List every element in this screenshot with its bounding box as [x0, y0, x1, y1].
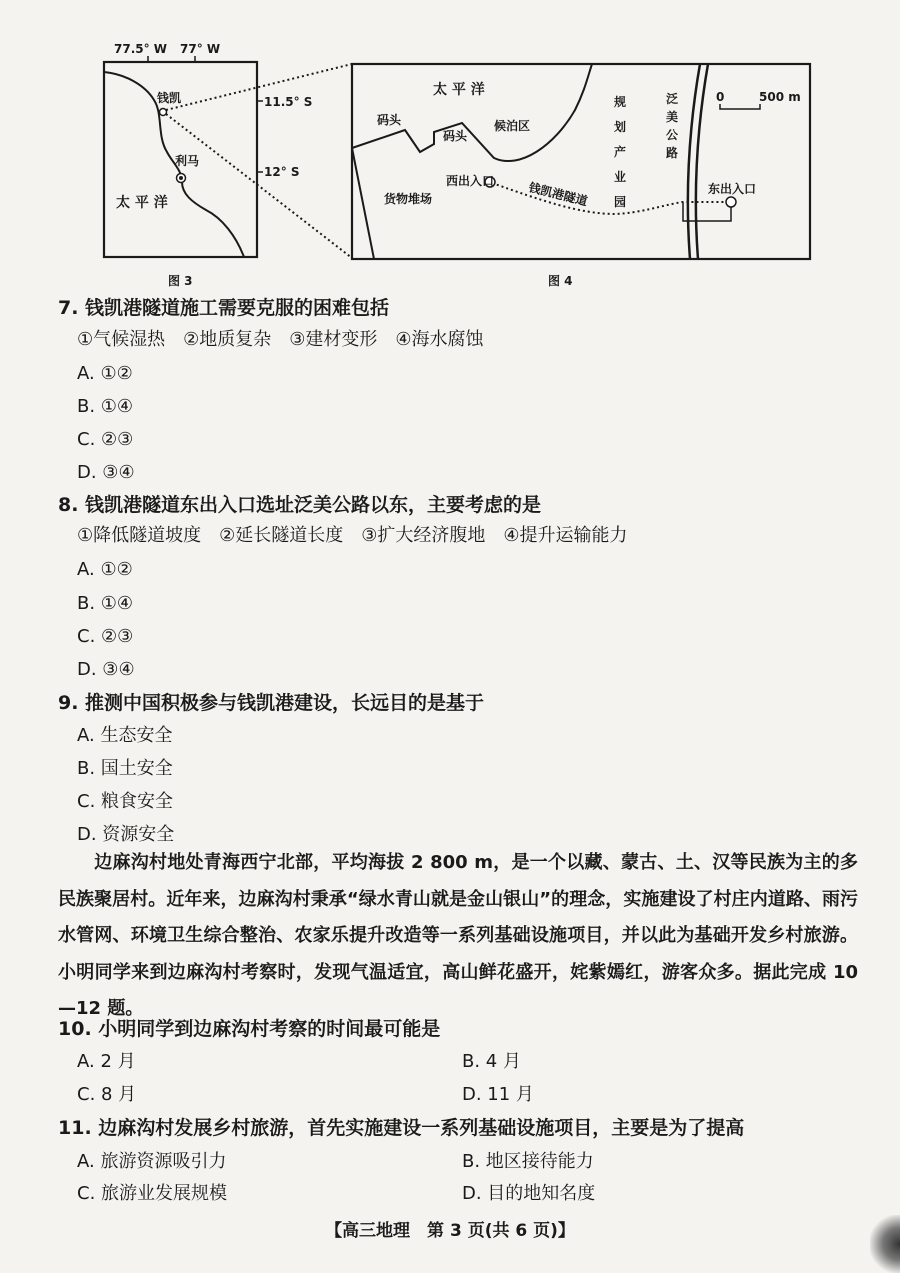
lon-label-2: 77° W [180, 42, 221, 56]
tunnel-label: 钱凯港隧道 [527, 180, 589, 209]
q10-option-b: B. 4 月 [462, 1051, 521, 1072]
lat-label-1: 11.5° S [264, 95, 313, 109]
maps-figure [0, 0, 900, 295]
east-entrance-label: 东出入口 [708, 182, 757, 196]
highway-char-4: 路 [666, 146, 679, 160]
east-entrance-loop [683, 202, 731, 221]
q7-option-b: B. ①④ [77, 396, 134, 417]
anchorage-label: 候泊区 [494, 119, 531, 133]
pier-label-1: 码头 [377, 113, 402, 127]
lima-marker-dot [179, 176, 183, 180]
figure-4-map [352, 64, 810, 288]
highway-char-1: 泛 [666, 92, 679, 106]
q9-option-d: D. 资源安全 [77, 824, 175, 845]
q7-items: ①气候湿热 ②地质复杂 ③建材变形 ④海水腐蚀 [77, 329, 484, 350]
city-lima: 利马 [175, 154, 200, 168]
industrial-park-char-4: 业 [614, 170, 627, 184]
q8-stem: 8. 钱凯港隧道东出入口选址泛美公路以东，主要考虑的是 [58, 494, 542, 516]
q9-option-a: A. 生态安全 [77, 725, 173, 746]
q8-option-b: B. ①④ [77, 593, 134, 614]
ocean-label-fig3: 太 平 洋 [116, 195, 168, 211]
q10-option-a: A. 2 月 [77, 1051, 136, 1072]
ocean-label-fig4: 太 平 洋 [433, 82, 485, 98]
lat-label-2: 12° S [264, 165, 300, 179]
passage-text: 边麻沟村地处青海西宁北部，平均海拔 2 800 m，是一个以藏、蒙古、土、汉等民族为主的多民族聚居村。近年来，边麻沟村秉承“绿水青山就是金山银山”的理念，实施建设了村庄内道路、雨污水管网、环境卫生综合整治、农家乐提升改造等一系列基础设施项目，并以此为基础开发乡村旅游。小明同学来到边麻沟村考察时，发现气温适宜，高山鲜花盛开，姹紫嫣红，游客众多。据此完成 10—12 题。 [58, 852, 858, 1019]
scale-zero: 0 [716, 90, 725, 104]
q7-option-c: C. ②③ [77, 429, 134, 450]
q7-option-a: A. ①② [77, 363, 133, 384]
q10-option-c: C. 8 月 [77, 1084, 137, 1105]
page-footer: 【高三地理 第 3 页(共 6 页)】 [325, 1221, 575, 1241]
pier-label-2: 码头 [443, 129, 468, 143]
q7-stem: 7. 钱凯港隧道施工需要克服的困难包括 [58, 297, 390, 319]
lon-label-1: 77.5° W [114, 42, 168, 56]
q8-items: ①降低隧道坡度 ②延长隧道长度 ③扩大经济腹地 ④提升运输能力 [77, 525, 628, 546]
west-entrance-label: 西出入口 [446, 174, 495, 188]
q11-option-c: C. 旅游业发展规模 [77, 1183, 228, 1204]
q11-option-a: A. 旅游资源吸引力 [77, 1151, 227, 1172]
figure-3-map [104, 42, 312, 288]
port-boundary [352, 148, 374, 259]
highway-line-2 [696, 64, 708, 259]
figure-4-frame [352, 64, 810, 259]
highway-char-2: 美 [666, 110, 679, 124]
q8-option-a: A. ①② [77, 559, 133, 580]
highway-char-3: 公 [666, 128, 679, 142]
qiankai-marker [160, 109, 167, 116]
zoom-connector-top [166, 64, 352, 110]
scale-bar [720, 104, 760, 109]
figure-4-caption: 图 4 [548, 274, 573, 288]
cargo-yard-label: 货物堆场 [384, 192, 433, 206]
industrial-park-char-2: 划 [614, 120, 627, 134]
city-qiankai: 钱凯 [157, 91, 182, 105]
scan-shadow [870, 1215, 900, 1273]
q11-stem: 11. 边麻沟村发展乡村旅游，首先实施建设一系列基础设施项目，主要是为了提高 [58, 1117, 745, 1139]
industrial-park-char-3: 产 [614, 145, 627, 159]
highway-line-1 [688, 64, 700, 259]
industrial-park-char-1: 规 [614, 95, 627, 109]
zoom-connector-bottom [166, 114, 352, 258]
q9-option-b: B. 国土安全 [77, 758, 173, 779]
reading-passage [58, 845, 858, 1028]
q8-option-c: C. ②③ [77, 626, 134, 647]
q11-option-b: B. 地区接待能力 [462, 1151, 594, 1172]
q9-option-c: C. 粮食安全 [77, 791, 174, 812]
q10-stem: 10. 小明同学到边麻沟村考察的时间最可能是 [58, 1018, 441, 1040]
industrial-park-char-5: 园 [614, 195, 627, 209]
q8-option-d: D. ③④ [77, 659, 135, 680]
east-entrance-marker [726, 197, 736, 207]
scale-label: 500 m [759, 90, 801, 104]
q9-stem: 9. 推测中国积极参与钱凯港建设，长远目的是基于 [58, 692, 485, 714]
q11-option-d: D. 目的地知名度 [462, 1183, 596, 1204]
q10-option-d: D. 11 月 [462, 1084, 534, 1105]
q7-option-d: D. ③④ [77, 462, 135, 483]
figure-3-caption: 图 3 [168, 274, 193, 288]
